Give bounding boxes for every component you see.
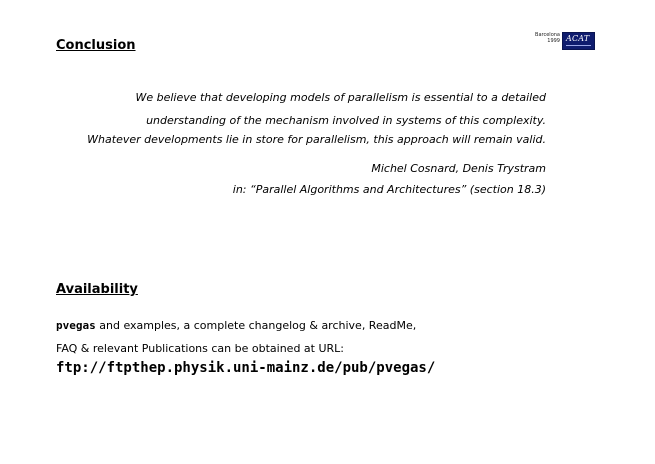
conference-location <box>528 32 560 44</box>
acat-logo-icon <box>562 32 595 50</box>
availability-heading: Availability <box>56 282 138 297</box>
logo-text: ACAT <box>566 34 590 43</box>
quote-line: understanding of the mechanism involved in systems of this complexity. <box>146 114 546 127</box>
conference-year: 1999 <box>547 38 560 44</box>
availability-line-1-text: and examples, a complete changelog & archive, ReadMe, <box>95 319 417 332</box>
availability-line-1 <box>56 319 416 333</box>
quote-authors: Michel Cosnard, Denis Trystram <box>371 162 546 175</box>
quote-source: in: “Parallel Algorithms and Architectures” (section 18.3) <box>232 183 546 196</box>
conference-badge <box>528 32 594 50</box>
availability-line-2: FAQ & relevant Publications can be obtained at URL: <box>56 342 344 355</box>
conference-city: Barcelona <box>535 32 560 38</box>
conclusion-heading: Conclusion <box>56 38 136 53</box>
quote-line: We believe that developing models of parallelism is essential to a detailed <box>135 91 546 104</box>
package-name: pvegas <box>56 319 96 332</box>
download-url-link[interactable]: ftp://ftpthep.physik.uni-mainz.de/pub/pvegas/ <box>56 360 436 376</box>
quote-line: Whatever developments lie in store for parallelism, this approach will remain valid. <box>87 133 546 146</box>
logo-underline <box>566 45 591 46</box>
